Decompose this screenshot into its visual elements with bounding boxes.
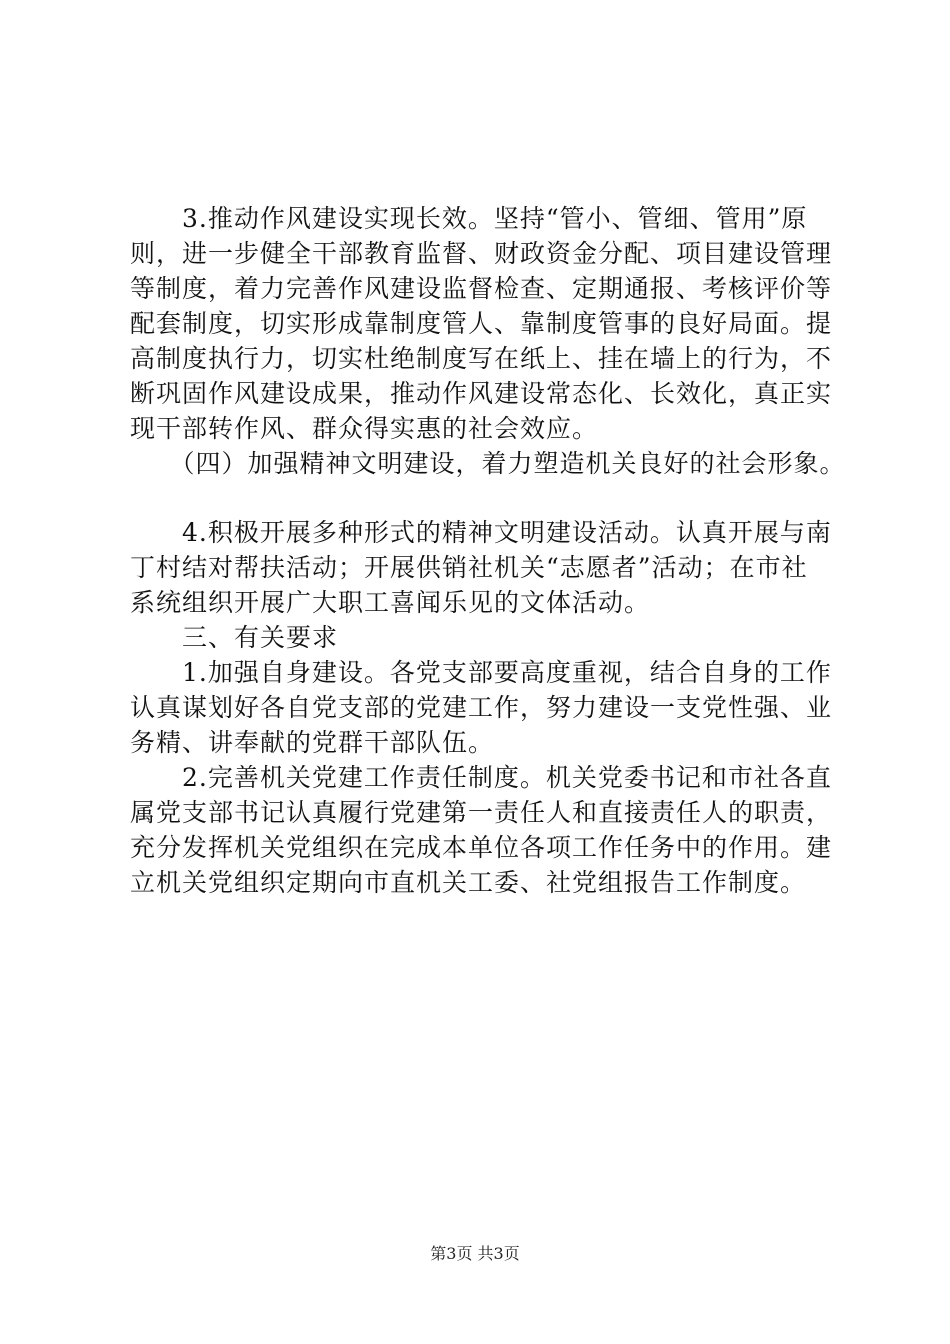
text-line: 断巩固作风建设成果，推动作风建设常态化、长效化，真正实 <box>130 379 833 408</box>
text-line: 务精、讲奉献的党群干部队伍。 <box>130 728 495 757</box>
text-line: 立机关党组织定期向市直机关工委、社党组报告工作制度。 <box>130 868 807 897</box>
text-line: 4.积极开展多种形式的精神文明建设活动。认真开展与南 <box>130 518 832 547</box>
text-line: 3.推动作风建设实现长效。坚持“管小、管细、管用”原 <box>130 204 808 233</box>
text-line: 等制度，着力完善作风建设监督检查、定期通报、考核评价等 <box>130 274 833 303</box>
text-line: 则，进一步健全干部教育监督、财政资金分配、项目建设管理 <box>130 239 833 268</box>
text-line: 2.完善机关党建工作责任制度。机关党委书记和市社各直 <box>130 763 832 792</box>
text-line: 现干部转作风、群众得实惠的社会效应。 <box>130 414 599 443</box>
page-number-footer: 第3页 共3页 <box>430 1244 520 1263</box>
text-line: 充分发挥机关党组织在完成本单位各项工作任务中的作用。建 <box>130 833 833 862</box>
section-heading: 三、有关要求 <box>130 623 339 652</box>
text-line: 系统组织开展广大职工喜闻乐见的文体活动。 <box>130 588 651 617</box>
text-line: 丁村结对帮扶活动；开展供销社机关“志愿者”活动；在市社 <box>130 553 808 582</box>
text-line: 认真谋划好各自党支部的党建工作，努力建设一支党性强、业 <box>130 693 833 722</box>
text-line: 高制度执行力，切实杜绝制度写在纸上、挂在墙上的行为，不 <box>130 344 833 373</box>
section-heading: （四）加强精神文明建设，着力塑造机关良好的社会形象。 <box>130 449 846 478</box>
text-line: 1.加强自身建设。各党支部要高度重视，结合自身的工作 <box>130 658 832 687</box>
text-line: 属党支部书记认真履行党建第一责任人和直接责任人的职责， <box>130 798 833 827</box>
text-line: 配套制度，切实形成靠制度管人、靠制度管事的良好局面。提 <box>130 309 833 338</box>
